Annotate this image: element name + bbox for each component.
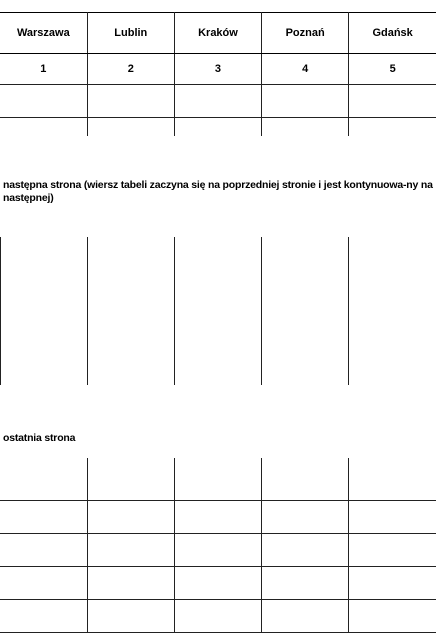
- table-cell: [262, 567, 349, 600]
- header-cell-krakow: Kraków: [174, 13, 261, 54]
- data-table: [0, 12, 436, 136]
- table-cell: [87, 600, 174, 633]
- table-cell: [0, 458, 87, 501]
- table-cell: [87, 458, 174, 501]
- column-number-cell: 1: [0, 54, 87, 85]
- table-cell: [349, 501, 436, 534]
- table-cell: [262, 458, 349, 501]
- caption-last-page: ostatnia strona: [3, 432, 76, 444]
- table-cell: [174, 85, 261, 118]
- table-cell: [174, 600, 261, 633]
- table-row-continued: [1, 237, 437, 385]
- table-cell: [174, 501, 261, 534]
- table-row: [0, 534, 436, 567]
- table-cell: [262, 534, 349, 567]
- table-cell: [88, 237, 175, 385]
- table-cell: [349, 118, 436, 137]
- column-number-cell: 3: [174, 54, 261, 85]
- table-cell: [349, 237, 436, 385]
- table-cell: [174, 458, 261, 501]
- column-number-cell: 2: [87, 54, 174, 85]
- table-cell: [175, 237, 262, 385]
- table-fragment-first-page: [0, 12, 436, 136]
- table-cell: [349, 534, 436, 567]
- table-cell: [0, 85, 87, 118]
- table-cell: [0, 600, 87, 633]
- caption-next-page: następna strona (wiersz tabeli zaczyna się na poprzedniej stronie i jest kontynuowa-ny na następnej): [3, 179, 433, 204]
- table-row: [0, 567, 436, 600]
- header-cell-lublin: Lublin: [87, 13, 174, 54]
- table-cell: [262, 600, 349, 633]
- header-cell-gdansk: Gdańsk: [349, 13, 436, 54]
- table-cell: [349, 567, 436, 600]
- table-cell: [349, 85, 436, 118]
- table-cell: [87, 118, 174, 137]
- column-number-row: [0, 54, 436, 85]
- table-cell: [174, 534, 261, 567]
- table-cell: [87, 85, 174, 118]
- table-cell: [262, 237, 349, 385]
- table-cell: [87, 501, 174, 534]
- table-cell: [174, 567, 261, 600]
- header-cell-poznan: Poznań: [262, 13, 349, 54]
- table-cell: [0, 501, 87, 534]
- table-fragment-last-page: [0, 458, 436, 633]
- table-cell: [87, 567, 174, 600]
- table-cell: [262, 118, 349, 137]
- table-cell: [262, 85, 349, 118]
- table-row-continued: [0, 118, 436, 137]
- data-table: [0, 237, 436, 385]
- table-header-row: [0, 13, 436, 54]
- column-number-cell: 5: [349, 54, 436, 85]
- table-cell: [1, 237, 88, 385]
- table-cell: [87, 534, 174, 567]
- table-cell: [349, 458, 436, 501]
- table-row: [0, 85, 436, 118]
- table-cell: [0, 118, 87, 137]
- table-row-continued: [0, 458, 436, 501]
- header-cell-warszawa: Warszawa: [0, 13, 87, 54]
- table-cell: [349, 600, 436, 633]
- table-cell: [0, 567, 87, 600]
- table-cell: [262, 501, 349, 534]
- table-cell: [174, 118, 261, 137]
- data-table: [0, 458, 436, 633]
- column-number-cell: 4: [262, 54, 349, 85]
- table-row: [0, 501, 436, 534]
- table-cell: [0, 534, 87, 567]
- table-row: [0, 600, 436, 633]
- table-fragment-continuation: [0, 237, 436, 385]
